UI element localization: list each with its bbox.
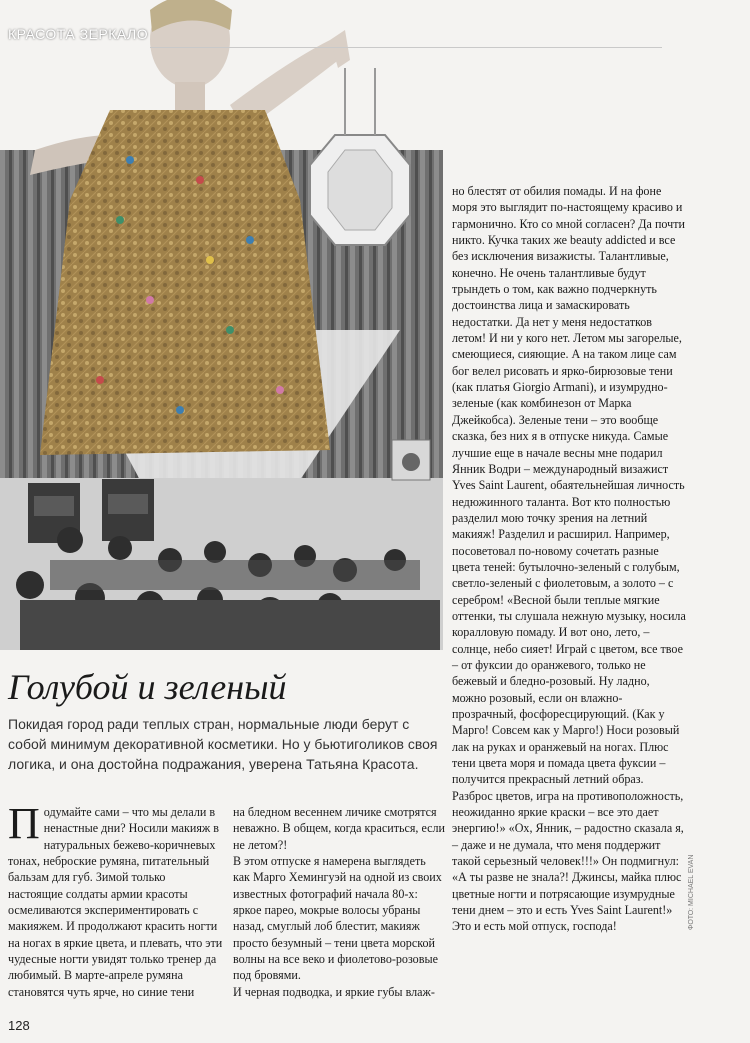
article-left-column	[8, 799, 223, 1000]
right-column-paragraph: но блестят от обилия помады. И на фоне моря это выглядит по-настоящему красиво и гармонично. Кто со мной согласен? Да почти никто. Кучка таких же beauty addicted и все без исключения визажисты. Талантливые, конечно. Не очень талантливые будут трындеть о том, как важно подчеркнуть достоинства лица и замаскировать недостатки. Да нет у меня недостатков летом! И ни у кого нет. Летом мы загорелые, смеющиеся, сияющие. А на таком лице сам бог велел рисовать и ярко-бирюзовые тени (как платья Giorgio Armani), и изумрудно-зеленые (как комбинезон от Марка Джейкобса). Зеленые тени – это вообще сказка, без них я в отпуске никуда. Самые лучшие еще в начале весны мне подарил Янник Водри – международный визажист Yves Saint Laurent, обаятельнейшая личность недюжинного таланта. Вот кто полностью разделил мою точку зрения на летний макияж! Разделил и расширил. Например, посоветовал по-новому сочетать разные цвета теней: бутылочно-зеленый с голубым, светло-зеленый с фиолетовым, а золото – с серебром! «Весной были теплые мягкие оттенки, ты слушала нежную музыку, носила коралловую помаду. И вот оно, лето, – солнце, небо сияет! Играй с цветом, все твое – от фуксии до оранжевого, только не бежевый и бледно-розовый. Ну ладно, можно розовый, если он влажно-прозрачный, фосфоресцирующий. (Как у Марго! Совсем как у Марго!) Носи розовый лак на руках и оранжевый на ногах. Плюс тени цвета моря и помада цвета фуксии – получится прекрасный летний образ. Разброс цветов, игра на противоположность, неожиданно яркие краски – все это дает энергию!» «Ох, Янник, – радостно сказала я, – даже и не думала, что меня поддержит такой серьезный человек!!!» Он подмигнул: «А ты разве не знала?! Джинсы, майка плюс цветные ногти и потрясающие изумрудные тени днем – это и есть Yves Saint Laurent!»	[452, 184, 686, 918]
left-column-paragraph: одумайте сами – что мы делали в ненастные дни? Носили макияж в натуральных бежево-коричневых тонах, неброские румяна, питательный бальзам для губ. Зимой только настоящие солдаты армии красоты осмеливаются экспериментировать с макияжем. И продолжают красить ногти на ногах в яркие цвета, и плевать, что эти чудесные ногти увидят только тренер да любимый. В марте-апреле румяна становятся чуть ярче, но синие тени	[8, 805, 223, 999]
drop-cap: П	[8, 799, 40, 848]
middle-column-paragraph-3: И черная подводка, и яркие губы влаж-	[233, 984, 435, 999]
article-right-column	[452, 183, 686, 935]
article-headline: Голубой и зеленый	[8, 667, 287, 707]
right-column-closing: Это и есть мой отпуск, господа!	[452, 919, 617, 934]
page-number: 128	[8, 1018, 30, 1033]
middle-column-paragraph-1: на бледном весеннем личике смотрятся неважно. В общем, когда краситься, если не летом?!	[233, 805, 446, 852]
section-divider	[150, 47, 662, 48]
middle-column-paragraph-2: В этом отпуске я намерена выглядеть как Марго Хемингуэй на одной из своих известных фотографий начала 80-х: яркое парео, мокрые волосы убраны назад, смуглый лоб блестит, макияж просто безумный – тени цвета морской волны на все веко и фиолетово-розовые под бровями.	[233, 854, 442, 983]
photo-collage	[0, 0, 443, 650]
photo-credit: ФОТО: MICHAEL EVAN	[688, 854, 695, 930]
collage-illustration	[0, 0, 443, 650]
article-middle-column	[233, 804, 445, 1000]
article-lead: Покидая город ради теплых стран, нормальные люди берут с собой минимум декоративной косметики. Но у бьютиголиков своя логика, и она достойна подражания, уверена Татьяна Красота.	[8, 716, 438, 772]
section-label: КРАСОТА ЗЕРКАЛО	[8, 26, 149, 42]
